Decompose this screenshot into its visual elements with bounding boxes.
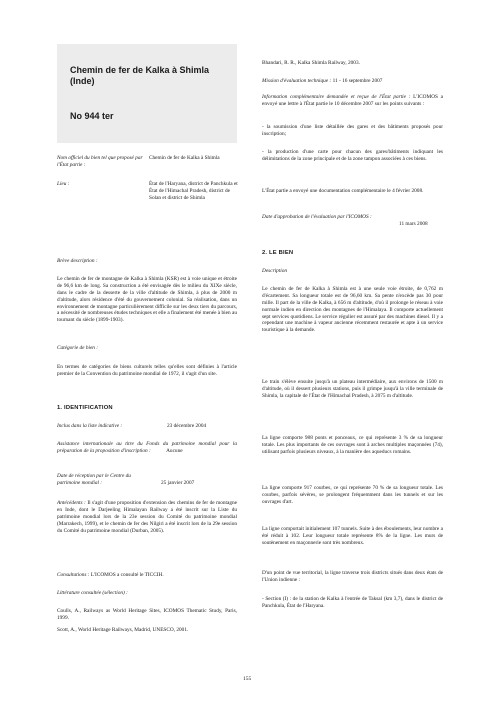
info-request-item: - la soumission d'une liste détaillée des gares et des bâtiments proposés pour inscription; xyxy=(262,124,443,137)
info-value: 11 mars 2008 xyxy=(399,221,428,227)
info-row-reception xyxy=(57,473,237,491)
info-request-text: L'ICOMOS a envoyé une lettre à l'État partie le 10 décembre 2007 sur les points suivants : xyxy=(262,94,444,107)
mission-paragraph xyxy=(262,78,443,85)
info-key: Assistance internationale au titre du Fonds du patrimoine mondial pour la préparation de la proposition d'inscription : xyxy=(57,441,237,454)
mission-label: Mission d'évaluation technique : xyxy=(262,78,332,84)
info-request-label: Information complémentaire demandée et reçue de l'État partie : xyxy=(262,94,411,100)
info-value: 25 janvier 2007 xyxy=(161,480,195,486)
info-row-tentative-list xyxy=(57,423,237,433)
description-paragraph: La ligne comportait initialement 107 tunnels. Suite à des éboulements, leur nombre a été réduit à 102. Leur longueur totale représente 8% de la ligne. Les murs de soutènement en maçonnerie sont très nombreux. xyxy=(262,526,443,546)
antecedents-paragraph xyxy=(57,500,237,534)
description-label: Description xyxy=(262,268,288,274)
info-row-assistance xyxy=(57,441,237,467)
antecedents-text: Il s'agit d'une proposition d'extension des chemins de fer de montagne en Inde, dont le Darjeeling Himalayan Railway a été inscrit sur la Liste du patrimoine mondial lors de la 23e session du Comité du patrimoine mondial (Marrakech, 1999), et le chemin de fer des Nilgiri a été inscrit lors de la 29e session du Comité du patrimoine mondial (Durban, 2005). xyxy=(57,500,237,534)
info-key: Nom officiel du bien tel que proposé par l'État partie : xyxy=(57,155,143,168)
literature-item: Coulls, A., Railways as World Heritage Sites, ICOMOS Thematic Study, Paris, 1999. xyxy=(57,608,237,621)
title-box xyxy=(57,44,237,143)
info-row-official-name xyxy=(57,155,237,177)
brief-description-label: Brève description : xyxy=(57,258,98,264)
page-number: 155 xyxy=(243,676,252,682)
description-paragraph: Le train s'élève ensuite jusqu'à un plateau intermédiaire, aux environs de 1500 m d'altitude, où il dessert plusieurs stations, puis il grimpe jusqu'à la ville terminale de Shimla, la capitale de l'État de l'Himachal Pradesh, à 2075 m d'altitude. xyxy=(262,379,443,399)
description-paragraph: La ligne comporte 917 courbes, ce qui représente 70 % de sa longueur totale. Les courbes, parfois sévères, se prolongent fréquemment dans les tunnels et sur les ouvrages d'art. xyxy=(262,485,443,505)
description-paragraph: - Section (I) : de la station de Kalka à l'entrée de Taksal (km 3,7), dans le district de Panchkula, État de l'Haryana. xyxy=(262,596,443,609)
info-value: Chemin de fer de Kalka à Shimla xyxy=(149,155,220,161)
info-value: Aucune xyxy=(166,447,183,454)
brief-description-text: Le chemin de fer de montagne de Kalka à Shimla (KSR) est à voie unique et étroite de 96,6 km de long. Sa construction a été envisagée dès le milieu du XIXe siècle, dans le cadre de la desserte de la ville d'altitude de Shimla, à plus de 2000 m d'altitude, alors résidence d'été du gouvernement colonial. Sa réalisation, dans un environnement de montagne particulièrement difficile sur les deux tiers du parcours, a nécessité de nombreuses études techniques et elle a finalement été menée à bien au tournant du siècle (1899-1903). xyxy=(57,276,237,324)
consultations-paragraph xyxy=(57,572,237,579)
mission-dates: 11 - 16 septembre 2007 xyxy=(332,78,383,84)
literature-label: Littérature consultée (sélection) : xyxy=(57,590,128,596)
literature-item: Scott, A., World Heritage Railways, Madrid, UNESCO, 2001. xyxy=(57,627,189,633)
info-value: 23 décembre 2004 xyxy=(167,423,207,429)
reference-entry: Bhandari, R. R., Kalka Shimla Railway, 2003. xyxy=(262,60,360,66)
category-label: Catégorie de bien : xyxy=(57,345,99,351)
info-request-paragraph xyxy=(262,94,443,108)
info-row-approval xyxy=(262,214,443,232)
antecedents-label: Antécédents : xyxy=(57,500,86,506)
page-title: Chemin de fer de Kalka à Shimla (Inde) xyxy=(70,65,210,87)
info-key: Date d'approbation de l'évaluation par l'ICOMOS : xyxy=(262,214,372,220)
info-value: État de l'Haryana, district de Panchkula et État de l'Himachal Pradesh, district de Solan et district de Shimla xyxy=(149,181,238,201)
nomination-number: No 944 ter xyxy=(70,111,114,121)
info-key: Lieu : xyxy=(57,181,70,187)
category-text: En termes de catégories de biens culturels telles qu'elles sont définies à l'article premier de la Convention du patrimoine mondial de 1972, il s'agit d'un site. xyxy=(57,364,237,377)
section-heading-identification: 1. IDENTIFICATION xyxy=(57,405,113,411)
consultations-label: Consultations : xyxy=(57,572,90,578)
description-paragraph: D'un point de vue territorial, la ligne traverse trois districts situés dans deux états de l'Union indienne : xyxy=(262,570,443,583)
description-paragraph: La ligne comporte 988 ponts et ponceaux, ce qui représente 3 % de sa longueur totale. Les plus importants de ces ouvrages sont à arches multiples maçonnées (74), utilisant parfois plusieurs niveaux, à la manière des aqueducs romains. xyxy=(262,435,443,455)
section-heading-property: 2. LE BIEN xyxy=(262,250,294,256)
info-row-location xyxy=(57,181,237,241)
reply-paragraph: L'État partie a envoyé une documentation complémentaire le 4 février 2008. xyxy=(262,188,424,194)
info-key: Date de réception par le Centre du patrimoine mondial : xyxy=(57,473,131,486)
consultations-text: L'ICOMOS a consulté le TICCIH. xyxy=(90,572,164,578)
description-paragraph: Le chemin de fer de Kalka à Shimla est à une seule voie étroite, de 0,762 m d'écartement. Sa longueur totale est de 96,60 km. Sa pente n'excède pas 30 pour mille. Il part de la ville de Kalka, à 656 m d'altitude, d'où il prolonge le réseau à voie normale indien en direction des montagnes de l'Himalaya. Il comporte actuellement sept services quotidiens. Le service régulier est assuré par des machines diesel. Il y a cependant une machine à vapeur ancienne récemment restaurée et apte à un service touristique à la demande. xyxy=(262,286,443,334)
info-key: Inclus dans la liste indicative : xyxy=(57,423,123,429)
info-request-item: - la production d'une carte pour chacun des gares/bâtiments indiquant les délimitations de la zone principale et de la zone tampon associées à ces biens. xyxy=(262,149,443,162)
